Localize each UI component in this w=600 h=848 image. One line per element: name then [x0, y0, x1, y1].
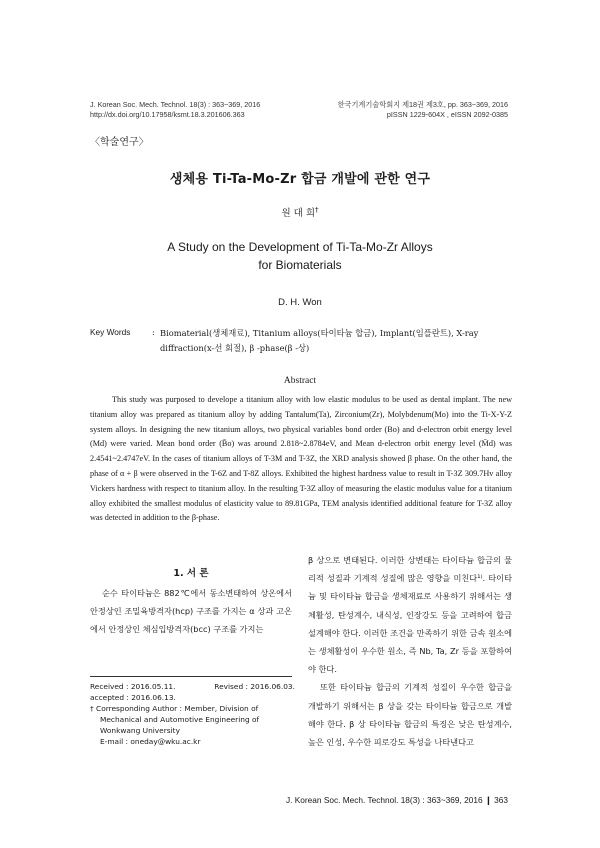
intro-paragraph-left: 순수 타이타늄은 882℃에서 동소변태하여 상온에서 안정상인 조밀육방격자(hcp) 구조를 가지는 α 상과 고온에서 안정상인 체심입방격자(bcc) 구조를 가지는 [90, 588, 292, 635]
abstract-body: This study was purposed to develope a titanium alloy with low elastic modulus to be used as dental implant. The new titanium alloy was prepared as titanium alloy by adding Tantalum(Ta), Zirconium(Zr), Molybdenum(Mo) into the Ti-X-Y-Z system alloys. In designing the new titanium alloys, two physical variables bond order (Bo) and d-electron orbit energy level (Md) were varied. Mean bond order (B̄o) was around 2.818~2.8784eV, and Mean d-electron orbit energy level (M̄d) was 2.4541~2.4747eV. In the cases of titanium alloys of T-3M and T-3Z, the XRD analysis showed β phase. On the other hand, the phase of α + β were observed in the T-6Z and T-8Z alloys. Exhibited the highest hardness value to result in T-3Z 309.7Hv alloy Vickers hardness with respect to titanium alloy. In the resulting T-3Z alloy of measuring the elastic modulus value for a titanium alloy exhibited the smallest modulus of elasticity value to 89.81GPa, TEM analysis identified additional feature for T-3Z alloy was detected in addition to the β-phase. [90, 395, 512, 523]
issn-line: pISSN 1229-604X , eISSN 2092-0385 [386, 109, 508, 119]
left-column [90, 584, 292, 639]
revised-date: Revised : 2016.06.03. [214, 682, 295, 691]
page-footer: J. Korean Soc. Mech. Technol. 18(3) : 363~369, 2016 ❙ 363 [286, 795, 508, 805]
intro-paragraph-right-2: 또한 타이타늄 합금의 기계적 성질이 우수한 합금을 개발하기 위해서는 β 상을 갖는 타이타늄 합금으로 개발해야 한다. β 상 타이타늄 합금의 특징은 낮은 탄성계수, 높은 인성, 우수한 피로강도 특성을 나타낸다고 [308, 682, 512, 748]
english-author: D. H. Won [278, 297, 322, 308]
corresponding-mark: † [315, 205, 319, 214]
author-name: 원 대 희 [281, 208, 316, 219]
right-column [308, 551, 512, 751]
journal-issn-header [338, 100, 508, 119]
received-revised-row [90, 681, 295, 692]
keywords-colon: : [152, 327, 155, 337]
korean-title: 생체용 Ti-Ta-Mo-Zr 합금 개발에 관한 연구 [169, 172, 431, 187]
corresponding-author-note: † Corresponding Author : Member, Division of Mechanical and Automotive Engineering of Wonkwang University [90, 704, 260, 735]
keywords-label: Key Words [90, 327, 131, 337]
email-address[interactable]: E-mail : oneday@wku.ac.kr [100, 737, 201, 746]
korean-citation-line: 한국기계기술학회지 제18권 제3호, pp. 363~369, 2016 [337, 100, 508, 109]
english-title-line1: A Study on the Development of Ti-Ta-Mo-Zr Alloys [167, 240, 433, 254]
intro-paragraph-right-1: β 상으로 변태된다. 이러한 상변태는 타이타늄 합금의 물리적 성질과 기계적 성질에 많은 영향을 미친다¹⁾. 타이타늄 및 타이타늄 합금을 생체재료로 사용하기 위해서는 생체활성, 탄성계수, 내식성, 인장강도 등을 고려하여 합금 설계해야 한다. 이러한 조건을 만족하기 위한 금속 원소에는 생체활성이 우수한 원소, 즉 Nb, Ta, Zr 등을 포함하여야 한다. [308, 555, 512, 675]
english-title-line2: for Biomaterials [258, 258, 342, 272]
abstract-heading: Abstract [283, 376, 317, 386]
footnote-block [90, 681, 295, 747]
article-type-tag: 〈학술연구〉 [90, 137, 149, 148]
citation-line: J. Korean Soc. Mech. Technol. 18(3) : 363~369, 2016 [90, 100, 261, 109]
korean-author [0, 205, 600, 219]
doi-link[interactable]: http://dx.doi.org/10.17958/ksmt.18.3.201606.363 [90, 109, 245, 119]
received-date: Received : 2016.05.11. [90, 682, 176, 691]
section-heading: 1. 서 론 [173, 568, 209, 579]
english-title [0, 238, 600, 274]
keywords-text: Biomaterial(생체재료), Titanium alloys(타이타늄 합금), Implant(임플란트), X-ray diffraction(x-선 회절), β -phase(β -상) [160, 328, 479, 353]
footnote-divider [90, 676, 292, 677]
accepted-date: accepted : 2016.06.13. [90, 693, 176, 702]
journal-citation-header [90, 100, 260, 119]
